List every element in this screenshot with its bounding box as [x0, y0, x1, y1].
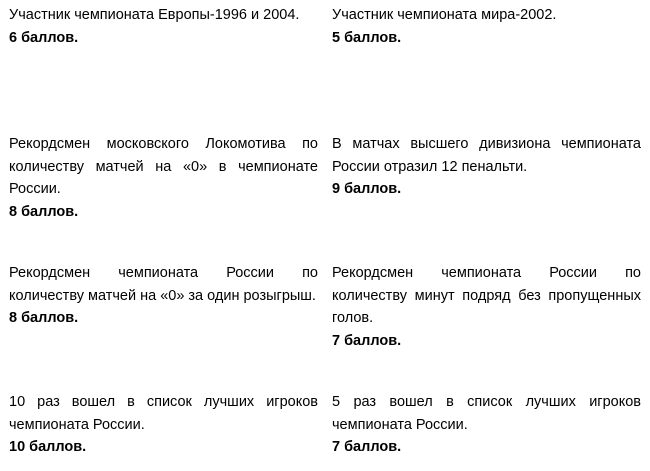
clue-4 [332, 133, 641, 262]
clue-3 [9, 133, 318, 262]
clue-text: Рекордсмен московского Локомотива по количеству матчей на «0» в чемпионате России. [9, 136, 318, 197]
clue-6 [332, 262, 641, 391]
clue-text: Рекордсмен чемпионата России по количеству матчей на «0» за один розыгрыш. [9, 265, 318, 304]
clue-text: 5 раз вошел в список лучших игроков чемпионата России. [332, 394, 641, 433]
clue-points: 8 баллов. [9, 203, 79, 220]
clue-8 [332, 391, 641, 471]
clue-text: Рекордсмен чемпионата России по количеству минут подряд без пропущенных голов. [332, 265, 641, 326]
clue-text: 10 раз вошел в список лучших игроков чемпионата России. [9, 394, 318, 433]
clue-points: 8 баллов. [9, 310, 79, 326]
clue-1 [9, 4, 318, 133]
clue-points: 10 баллов. [9, 439, 87, 455]
clues-grid [9, 4, 641, 471]
clue-points: 6 баллов. [9, 29, 79, 46]
clue-2 [332, 4, 641, 133]
clue-points: 5 баллов. [332, 29, 402, 46]
clue-points: 9 баллов. [332, 181, 402, 197]
clue-text: Участник чемпионата мира-2002. [332, 7, 557, 23]
clue-points: 7 баллов. [332, 332, 402, 349]
clue-text: Участник чемпионата Европы-1996 и 2004. [9, 7, 300, 23]
clue-text: В матчах высшего дивизиона чемпионата России отразил 12 пенальти. [332, 136, 641, 175]
clue-7 [9, 391, 318, 471]
clue-5 [9, 262, 318, 391]
clue-points: 7 баллов. [332, 439, 402, 455]
